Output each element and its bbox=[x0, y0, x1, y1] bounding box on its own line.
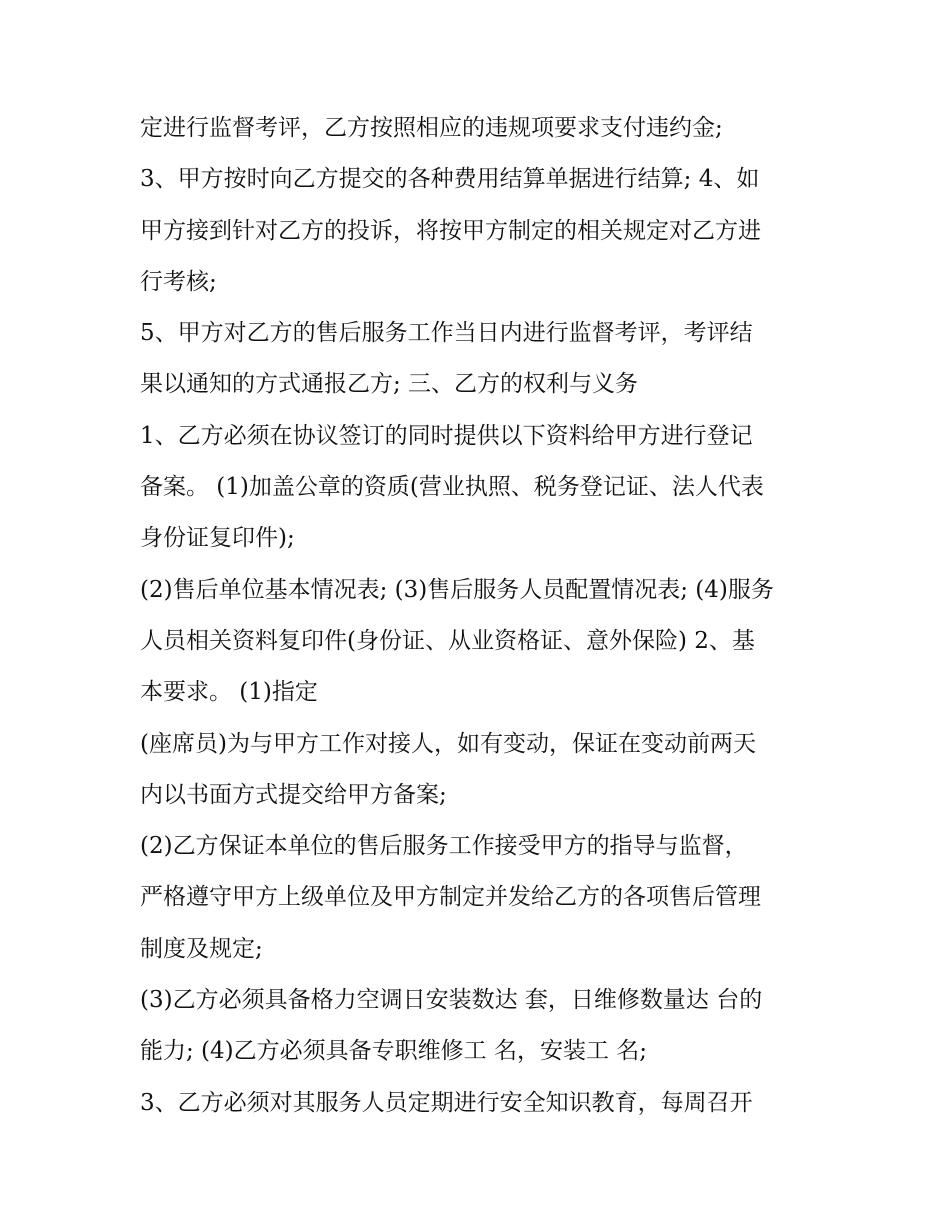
text-line: 5、甲方对乙方的售后服务工作当日内进行监督考评，考评结 bbox=[140, 320, 753, 347]
text-line: (座席员)为与甲方工作对接人，如有变动，保证在变动前两天 bbox=[140, 730, 756, 757]
text-line: 3、甲方按时向乙方提交的各种费用结算单据进行结算; 4、如 bbox=[140, 166, 760, 193]
text-line: 备案。 (1)加盖公章的资质(营业执照、税务登记证、法人代表 bbox=[140, 474, 764, 501]
text-line: 行考核; bbox=[140, 268, 217, 295]
text-line: (3)乙方必须具备格力空调日安装数达 套，日维修数量达 台的 bbox=[140, 987, 763, 1014]
text-line: 制度及规定; bbox=[140, 935, 263, 962]
document-body bbox=[140, 103, 820, 1129]
text-line: 能力; (4)乙方必须具备专职维修工 名，安装工 名; bbox=[140, 1038, 648, 1065]
text-line: 3、乙方必须对其服务人员定期进行安全知识教育，每周召开 bbox=[140, 1089, 753, 1116]
text-line: 人员相关资料复印件(身份证、从业资格证、意外保险) 2、基 bbox=[140, 627, 755, 654]
text-line: 甲方接到针对乙方的投诉，将按甲方制定的相关规定对乙方进 bbox=[140, 217, 761, 244]
text-line: 身份证复印件); bbox=[140, 525, 295, 552]
text-line: 内以书面方式提交给甲方备案; bbox=[140, 781, 447, 808]
text-line: 严格遵守甲方上级单位及甲方制定并发给乙方的各项售后管理 bbox=[140, 884, 761, 911]
text-line: (2)乙方保证本单位的售后服务工作接受甲方的指导与监督， bbox=[140, 833, 748, 860]
text-line: 1、乙方必须在协议签订的同时提供以下资料给甲方进行登记 bbox=[140, 422, 753, 449]
text-line: 定进行监督考评，乙方按照相应的违规项要求支付违约金; bbox=[140, 115, 723, 141]
text-line: 果以通知的方式通报乙方; 三、乙方的权利与义务 bbox=[140, 371, 639, 398]
text-line: (2)售后单位基本情况表; (3)售后服务人员配置情况表; (4)服务 bbox=[140, 576, 774, 603]
text-line: 本要求。 (1)指定 bbox=[140, 679, 318, 706]
